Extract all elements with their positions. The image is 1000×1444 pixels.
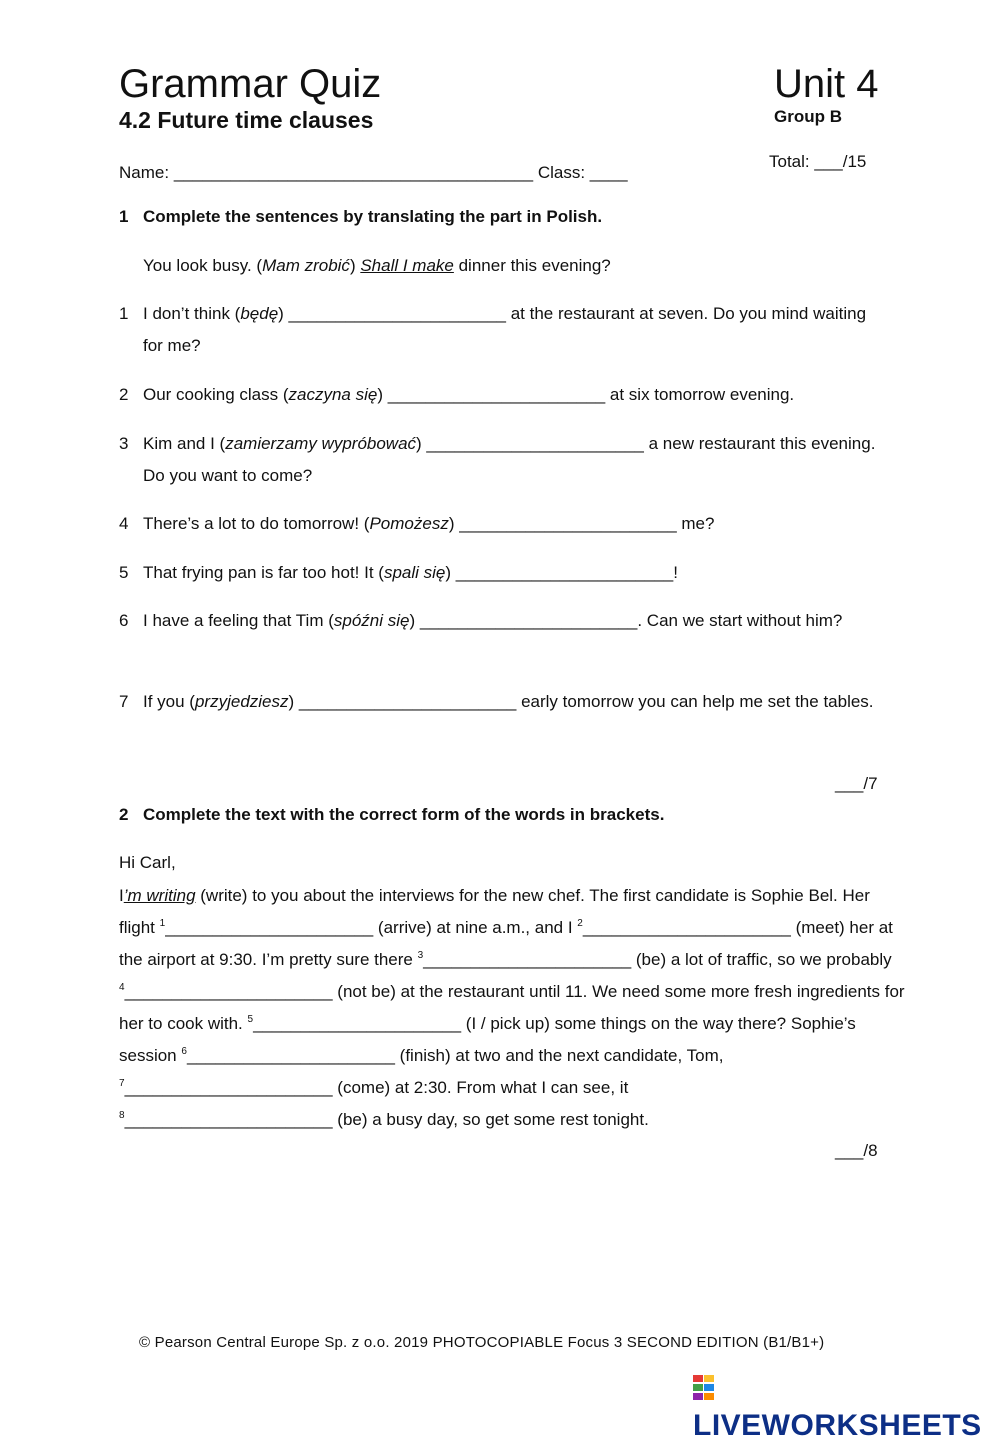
letter-text: [119, 880, 909, 1136]
sentence-answer-gap[interactable]: ) _______________________ early tomorrow you can help me set the tables.: [288, 692, 874, 711]
unit-label: Unit 4: [774, 62, 879, 106]
sentence-item[interactable]: [143, 298, 878, 362]
gap-number: 1: [159, 918, 166, 929]
example-text: You look busy. (: [143, 256, 263, 275]
gap-number: 2: [577, 918, 583, 929]
sentence-item[interactable]: [143, 508, 878, 540]
section2-instruction: Complete the text with the correct form of the words in brackets.: [143, 805, 665, 824]
quiz-subtitle: 4.2 Future time clauses: [119, 107, 374, 133]
sentence-text: Our cooking class (: [143, 385, 289, 404]
example-polish: Mam zrobić: [262, 256, 350, 275]
letter-fragment: (write) to you about the interviews for the new chef. The first candidate is Sophie Bel. Her flight: [119, 886, 870, 937]
liveworksheets-brand: [693, 1372, 1000, 1444]
gap-number: 3: [417, 950, 424, 961]
sentence-text: Kim and I (: [143, 434, 226, 453]
sentence-answer-gap[interactable]: ) _______________________ at the restaurant at seven. Do you mind waiting for me?: [143, 304, 867, 355]
sentence-item[interactable]: [143, 428, 878, 492]
sentence-text: There’s a lot to do tomorrow! (: [143, 514, 370, 533]
name-label: Name:: [119, 163, 170, 182]
polish-phrase: zaczyna się: [288, 385, 378, 404]
polish-phrase: spali się: [383, 563, 446, 582]
sentence-answer-gap[interactable]: ) _______________________ at six tomorrow evening.: [377, 385, 795, 404]
section2-number: 2: [119, 805, 129, 824]
copyright-footer: © Pearson Central Europe Sp. z o.o. 2019 PHOTOCOPIABLE Focus 3 SECOND EDITION (B1/B1+): [139, 1334, 825, 1351]
polish-phrase: będę: [240, 304, 279, 323]
sentence-item[interactable]: [143, 379, 878, 411]
gap-8[interactable]: ______________________ (be) a busy day, so get some rest tonight.: [124, 1110, 649, 1129]
example-text: dinner this evening?: [453, 256, 611, 275]
section2-score: ___/8: [835, 1141, 878, 1160]
gap-2[interactable]: ______________________ (meet) her at the airport at 9:30. I’m pretty sure there: [119, 918, 893, 969]
polish-phrase: Pomożesz: [369, 514, 449, 533]
sentence-item[interactable]: [143, 605, 878, 637]
polish-phrase: zamierzamy wypróbować: [225, 434, 417, 453]
gap-7[interactable]: ______________________ (come) at 2:30. From what I can see, it: [124, 1078, 629, 1097]
example-answer: Shall I make: [360, 256, 454, 275]
polish-phrase: przyjedziesz: [194, 692, 289, 711]
letter-fragment: I: [119, 886, 124, 905]
gap-6[interactable]: ______________________ (finish) at two and the next candidate, Tom,: [186, 1046, 724, 1065]
brand-text: LIVEWORKSHEETS: [693, 1409, 982, 1442]
gap-5[interactable]: ______________________ (I / pick up) some things on the way there? Sophie’s session: [119, 1014, 856, 1065]
gap-1[interactable]: ______________________ (arrive) at nine a.m., and I: [165, 918, 578, 937]
gap-number: 8: [119, 1110, 125, 1121]
gap-number: 7: [119, 1078, 125, 1089]
section1-instruction: Complete the sentences by translating the part in Polish.: [143, 207, 603, 226]
quiz-title: Grammar Quiz: [119, 62, 382, 106]
item-number: 2: [119, 385, 129, 404]
gap-number: 5: [247, 1014, 254, 1025]
liveworksheets-logo-icon: [693, 1373, 715, 1403]
sentence-text: I don’t think (: [143, 304, 241, 323]
section1-number: 1: [119, 207, 129, 226]
letter-example-answer: ’m writing: [123, 886, 196, 905]
gap-number: 4: [119, 982, 125, 993]
sentence-answer-gap[interactable]: ) _______________________ me?: [448, 514, 715, 533]
item-number: 6: [119, 611, 129, 630]
sentence-item[interactable]: [143, 557, 878, 589]
sentence-item[interactable]: [143, 686, 878, 718]
class-label: Class:: [537, 163, 586, 182]
letter-greeting: Hi Carl,: [119, 853, 176, 872]
item-number: 3: [119, 434, 129, 453]
item-number: 4: [119, 514, 129, 533]
gap-number: 6: [181, 1046, 187, 1057]
sentence-answer-gap[interactable]: ) _______________________. Can we start without him?: [409, 611, 843, 630]
polish-phrase: spóźni się: [333, 611, 410, 630]
sentence-text: That frying pan is far too hot! It (: [143, 563, 384, 582]
sentence-answer-gap[interactable]: ) _______________________ a new restaurant this evening. Do you want to come?: [143, 434, 876, 485]
example-text: ): [349, 256, 361, 275]
section1-example: [143, 255, 888, 277]
sentence-text: I have a feeling that Tim (: [143, 611, 334, 630]
gap-4[interactable]: ______________________ (not be) at the restaurant until 11. We need some more fresh ingredients for her to cook with.: [119, 982, 905, 1033]
group-label: Group B: [774, 107, 842, 126]
gap-3[interactable]: ______________________ (be) a lot of traffic, so we probably: [423, 950, 892, 969]
item-number: 7: [119, 692, 129, 711]
sentence-answer-gap[interactable]: ) _______________________!: [445, 563, 678, 582]
name-field[interactable]: ______________________________________: [173, 163, 534, 182]
class-field[interactable]: ____: [589, 163, 628, 182]
sentence-text: If you (: [143, 692, 195, 711]
name-class-line: [119, 162, 628, 184]
item-number: 5: [119, 563, 129, 582]
total-score: Total: ___/15: [769, 152, 867, 171]
section1-score: ___/7: [835, 774, 878, 793]
item-number: 1: [119, 304, 129, 323]
